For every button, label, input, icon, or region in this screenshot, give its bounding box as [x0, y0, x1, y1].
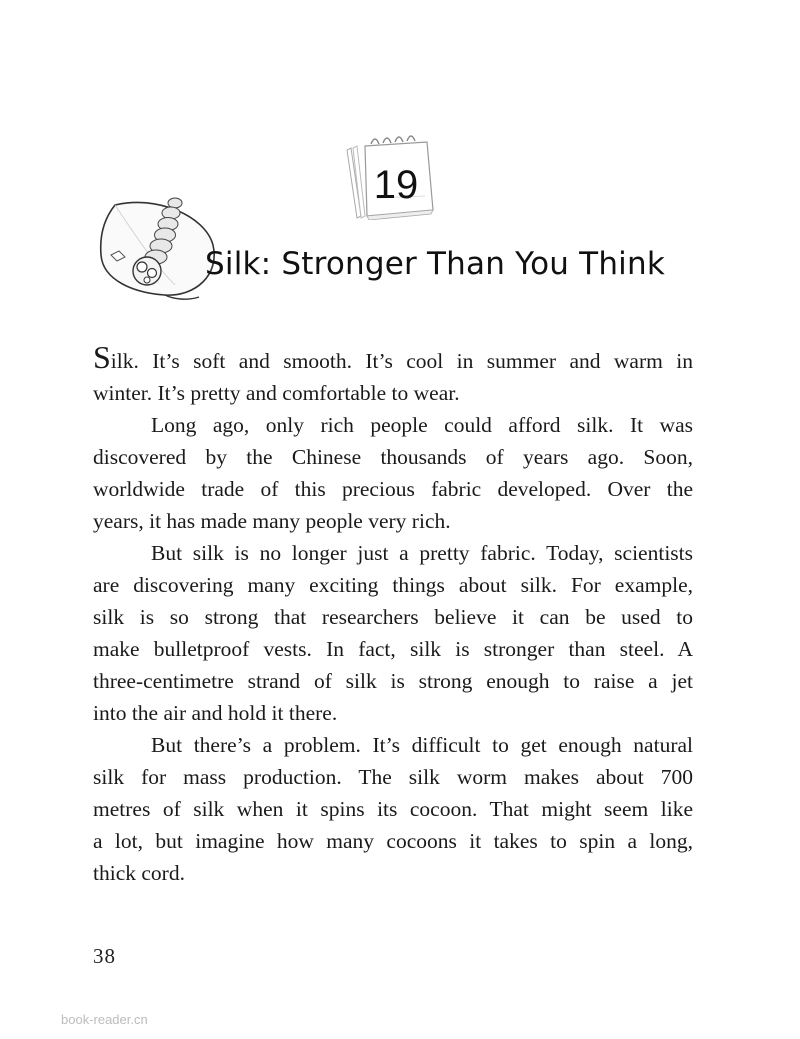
watermark: book-reader.cn [61, 1012, 148, 1027]
chapter-title: Silk: Stronger Than You Think [205, 246, 665, 282]
chapter-number: 19 [373, 163, 419, 207]
text-line: discovered by the Chinese thousands of years ago. Soon, [93, 445, 693, 469]
text-line: winter. It’s pretty and comfortable to wear. [93, 381, 460, 405]
text-line: silk for mass production. The silk worm makes about 700 [93, 765, 693, 789]
text-line: But silk is no longer just a pretty fabric. Today, scientists [151, 541, 693, 565]
text-line: Long ago, only rich people could afford silk. It was [151, 413, 693, 437]
text-line: Silk. It’s soft and smooth. It’s cool in summer and warm in [93, 339, 693, 375]
text-line: metres of silk when it spins its cocoon. That might seem like [93, 797, 693, 821]
text-line: three-centimetre strand of silk is strong enough to raise a jet [93, 669, 693, 693]
text-line: a lot, but imagine how many cocoons it takes to spin a long, [93, 829, 693, 853]
silkworm-on-leaf-illustration [95, 185, 225, 305]
chapter-body [93, 339, 693, 889]
text-line: make bulletproof vests. In fact, silk is stronger than steel. A [93, 637, 693, 661]
drop-cap: S [93, 339, 111, 375]
text-line: thick cord. [93, 861, 185, 885]
text-line: silk is so strong that researchers believe it can be used to [93, 605, 693, 629]
text-line: into the air and hold it there. [93, 701, 338, 725]
text-line: years, it has made many people very rich. [93, 509, 451, 533]
text-line: But there’s a problem. It’s difficult to get enough natural [151, 733, 693, 757]
text-line: are discovering many exciting things about silk. For example, [93, 573, 693, 597]
text-line: worldwide trade of this precious fabric developed. Over the [93, 477, 693, 501]
page-number: 38 [93, 944, 116, 968]
